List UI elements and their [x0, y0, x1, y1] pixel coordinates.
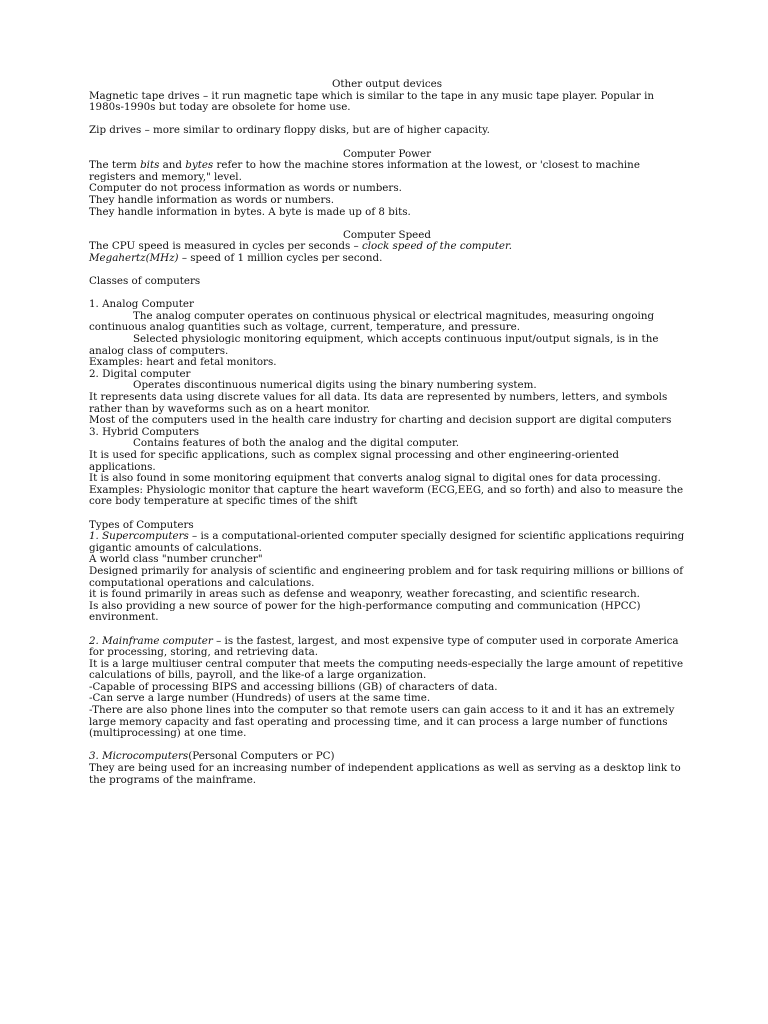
heading-analog-computer: 1. Analog Computer [89, 298, 194, 311]
text-run: (Personal Computers or PC) [188, 750, 335, 763]
text-run: The CPU speed is measured in cycles per seconds – [89, 240, 362, 253]
heading-computer-speed: Computer Speed [343, 228, 431, 241]
paragraph-zip-drives: Zip drives – more similar to ordinary floppy disks, but are of higher capacity. [89, 124, 490, 137]
text-run: and [159, 159, 186, 172]
term-bits: bits [140, 159, 160, 172]
paragraph-mainframe [89, 636, 685, 659]
paragraph-mainframe-2: It is a large multiuser central computer that meets the computing needs-especially the large amount of repetitive calculations of bills, payroll, and the like-of a large organization. [89, 657, 684, 682]
paragraph-digital-2: It represents data using discrete values for all data. Its data are represented by numbers, letters, and symbols rather than by waveforms such as on a heart monitor. [89, 391, 668, 415]
heading-digital-computer: 2. Digital computer [89, 367, 191, 380]
paragraph-super-4: it is found primarily in areas such as defense and weaponry, weather forecasting, and scientific research. [89, 588, 640, 601]
heading-other-output-devices: Other output devices [331, 78, 443, 90]
paragraph-digital-1: Operates discontinuous numerical digits using the binary numbering system. [133, 379, 537, 392]
paragraph-hybrid-2: It is used for specific applications, such as complex signal processing and other engineering-oriented applications. [89, 449, 619, 473]
paragraph-megahertz [89, 253, 685, 265]
text-run: – is the fastest, largest, and most expensive type of computer used in corporate America for processing, storing, and retrieving data. [89, 634, 679, 659]
paragraph-analog-1: The analog computer operates on continuous physical or electrical magnitudes, measuring ongoing continuous analog quantities such as voltage, current, temperature, and pressure. [89, 309, 655, 334]
term-mainframe: 2. Mainframe computer [89, 634, 213, 647]
spacer [89, 508, 685, 520]
term-supercomputers: 1. Supercomputers [89, 530, 189, 543]
document-page [89, 79, 685, 786]
term-megahertz: Megahertz(MHz) [89, 251, 179, 264]
paragraph-mainframe-3: -Capable of processing BIPS and accessing billions (GB) of characters of data. [89, 680, 498, 693]
term-clock-speed: clock speed of the computer. [361, 240, 513, 253]
paragraph-analog-examples: Examples: heart and fetal monitors. [89, 356, 277, 369]
paragraph-power-line: They handle information in bytes. A byte is made up of 8 bits. [89, 205, 411, 218]
heading-computer-power: Computer Power [342, 147, 432, 160]
text-run: – speed of 1 million cycles per second. [178, 251, 383, 264]
term-bytes: bytes [185, 159, 214, 172]
paragraph-digital-3: Most of the computers used in the health care industry for charting and decision support are digital computers [89, 414, 672, 427]
paragraph-hybrid-1: Contains features of both the analog and the digital computer. [133, 437, 460, 450]
paragraph-super-3: Designed primarily for analysis of scientific and engineering problem and for task requiring millions or billions of computational operations and calculations. [89, 564, 684, 589]
paragraph-super-2: A world class "number cruncher" [89, 553, 263, 566]
paragraph-hybrid-4: Examples: Physiologic monitor that capture the heart waveform (ECG,EEG, and so forth) and also to measure the core body temperature at specific times of the shift [89, 483, 684, 508]
spacer [89, 137, 685, 149]
text-run: – is a computational-oriented computer specially designed for scientific applications requiring gigantic amounts of calculations. [89, 530, 685, 554]
paragraph-hybrid-3: It is also found in some monitoring equipment that converts analog signal to digital ones for data processing. [89, 472, 661, 485]
text-run: The term [89, 159, 141, 172]
text-run: refer to how the machine stores information at the lowest, or 'closest to machine registers and memory," level. [89, 159, 640, 183]
paragraph-super-5: Is also providing a new source of power for the high-performance computing and communication (HPCC) environment. [89, 599, 641, 624]
paragraph-magnetic-tape: Magnetic tape drives – it run magnetic tape which is similar to the tape in any music tape player. Popular in 1980s-1990s but today are obsolete for home use. [89, 89, 655, 114]
heading-hybrid-computers: 3. Hybrid Computers [89, 425, 200, 438]
paragraph-bits-bytes [89, 160, 685, 183]
paragraph-power-line: They handle information as words or numbers. [89, 193, 334, 206]
heading-classes-of-computers: Classes of computers [89, 275, 201, 288]
term-microcomputers: 3. Microcomputers [89, 750, 189, 763]
paragraph-analog-2: Selected physiologic monitoring equipment, which accepts continuous input/output signals, is in the analog class of computers. [89, 333, 659, 357]
paragraph-mainframe-4: -Can serve a large number (Hundreds) of users at the same time. [89, 692, 431, 705]
paragraph-power-line: Computer do not process information as words or numbers. [89, 182, 402, 195]
spacer [89, 218, 685, 230]
paragraph-supercomputers [89, 531, 685, 554]
paragraph-micro-2: They are being used for an increasing number of independent applications as well as serving as a desktop link to the programs of the mainframe. [89, 762, 681, 786]
heading-types-of-computers: Types of Computers [89, 518, 194, 531]
paragraph-mainframe-5: -There are also phone lines into the computer so that remote users can gain access to it and it has an extremely large memory capacity and fast operating and processing time, and it can process a large number of functions (multiprocessing) at one time. [89, 704, 675, 740]
